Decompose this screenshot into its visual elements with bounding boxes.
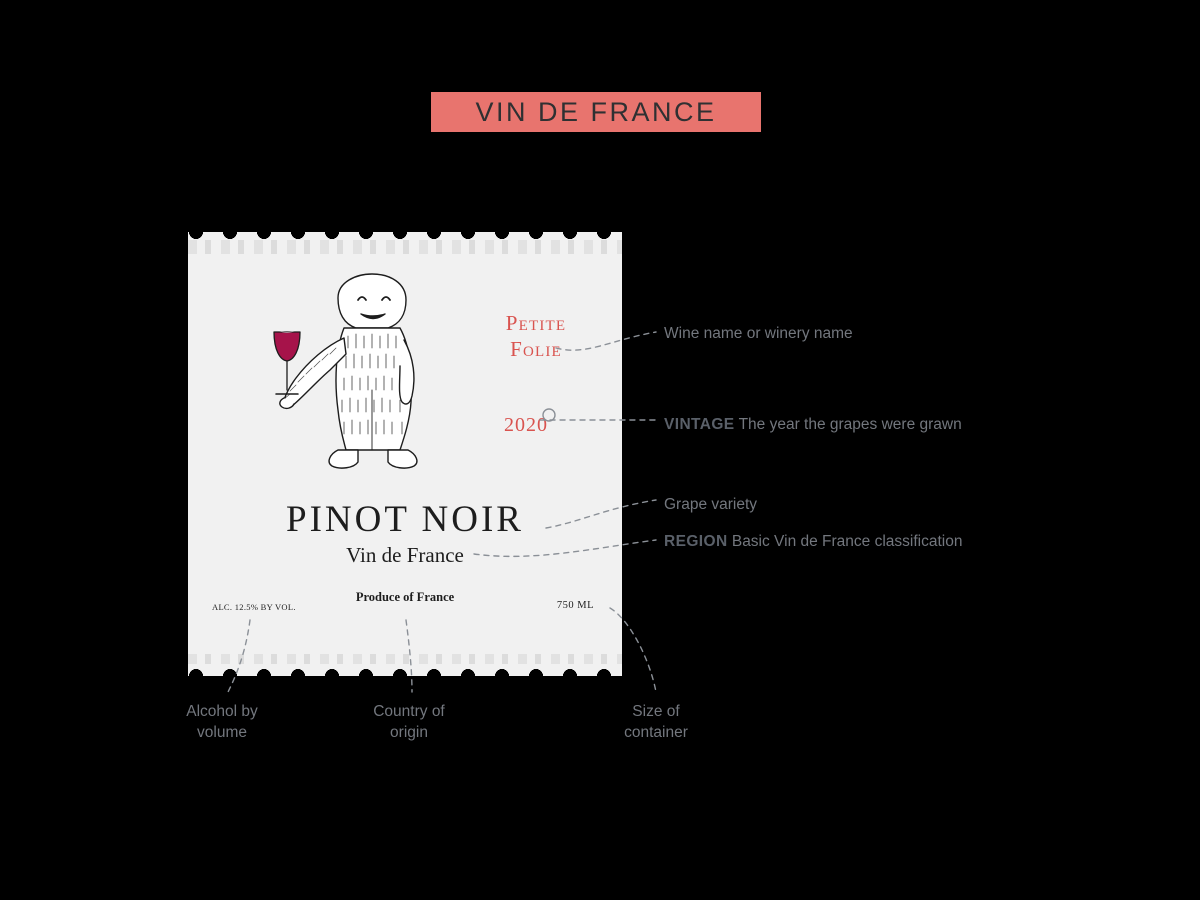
callout-alcohol-by-volume [150,701,294,743]
callout-country-line1: Country of [373,703,445,720]
label-alcohol-by-volume: ALC. 12.5% BY VOL. [212,602,296,612]
callout-country-of-origin [337,701,481,743]
label-wine-name-line1: Petite [505,311,567,335]
callout-alcohol-line2: volume [197,724,247,741]
label-wine-name [466,310,606,362]
torn-paper-edge-bottom [188,654,622,668]
wine-label-card [188,240,622,668]
callout-region [664,533,962,551]
callout-vintage-text: The year the grapes were grawn [734,416,962,433]
callout-region-emphasis: REGION [664,533,728,550]
label-container-size: 750 ML [556,600,594,611]
banner-title: VIN DE FRANCE [475,96,717,127]
callout-vintage [664,416,962,434]
page-banner [431,92,761,132]
callout-country-line2: origin [390,724,428,741]
callout-size-line2: container [624,724,688,741]
label-grape-variety: PINOT NOIR [286,499,524,540]
callout-grape-variety: Grape variety [664,496,758,513]
callout-vintage-emphasis: VINTAGE [664,416,735,433]
callout-size-of-container [584,701,728,743]
label-vintage: 2020 [504,414,548,436]
callout-wine-name: Wine name or winery name [664,325,853,342]
callout-region-text: Basic Vin de France classification [727,533,963,550]
label-wine-name-line2: Folie [510,337,562,361]
yeti-illustration [260,270,480,510]
torn-paper-edge-top [188,240,622,254]
callout-size-line1: Size of [632,703,680,720]
callout-alcohol-line1: Alcohol by [186,703,258,720]
label-region: Vin de France [346,543,464,567]
label-produce-of: Produce of France [355,590,455,604]
